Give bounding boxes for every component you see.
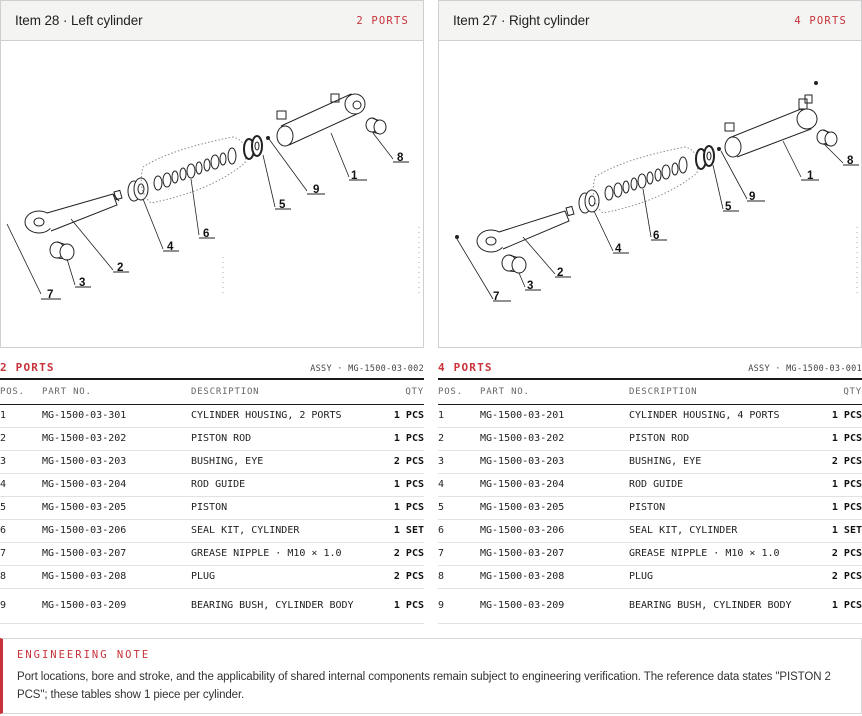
description-cell: ROD GUIDE — [191, 473, 381, 496]
part-no-cell: MG-1500-03-206 — [480, 519, 629, 542]
description-cell: PISTON — [629, 496, 819, 519]
ports-badge: 2 PORTS — [356, 14, 409, 27]
qty-cell: 1 SET — [819, 519, 862, 542]
panel-header — [1, 1, 423, 41]
qty-cell: 1 PCS — [819, 404, 862, 427]
exploded-view-drawing — [1, 41, 423, 347]
engineering-note — [0, 638, 862, 714]
drawing-panel-right — [438, 0, 862, 348]
description-cell: CYLINDER HOUSING, 4 PORTS — [629, 404, 819, 427]
pos-cell: 8 — [438, 565, 480, 588]
note-title: ENGINEERING NOTE — [17, 649, 151, 661]
pos-cell: 5 — [0, 496, 42, 519]
callout-1: 1 — [351, 170, 358, 182]
callout-8: 8 — [397, 152, 404, 164]
description-cell: BUSHING, EYE — [191, 450, 381, 473]
table-row — [0, 542, 424, 565]
qty-cell: 1 SET — [381, 519, 424, 542]
description-cell: GREASE NIPPLE · M10 × 1.0 — [629, 542, 819, 565]
col-part-no: PART NO. — [42, 380, 191, 404]
qty-cell: 1 PCS — [381, 404, 424, 427]
qty-cell: 1 PCS — [819, 427, 862, 450]
qty-cell: 2 PCS — [819, 542, 862, 565]
parts-list — [0, 380, 424, 624]
table-row — [438, 404, 862, 427]
table-row — [438, 450, 862, 473]
table-header — [0, 358, 424, 380]
exploded-view-drawing — [439, 41, 861, 347]
col-qty: QTY — [381, 380, 424, 404]
qty-cell: 1 PCS — [381, 588, 424, 623]
qty-cell: 1 PCS — [819, 588, 862, 623]
callout-4: 4 — [615, 243, 622, 255]
col-qty: QTY — [819, 380, 862, 404]
assembly-number: ASSY · MG-1500-03-001 — [748, 364, 862, 374]
part-no-cell: MG-1500-03-206 — [42, 519, 191, 542]
qty-cell: 1 PCS — [381, 496, 424, 519]
callout-5: 5 — [725, 201, 732, 213]
description-cell: ROD GUIDE — [629, 473, 819, 496]
qty-cell: 2 PCS — [819, 565, 862, 588]
callout-5: 5 — [279, 199, 286, 211]
part-no-cell: MG-1500-03-202 — [480, 427, 629, 450]
callout-9: 9 — [749, 191, 756, 203]
callout-3: 3 — [79, 277, 86, 289]
part-no-cell: MG-1500-03-301 — [42, 404, 191, 427]
part-no-cell: MG-1500-03-207 — [480, 542, 629, 565]
note-text: Port locations, bore and stroke, and the applicability of shared internal components remain subject to engineering verification. The reference data states "PISTON 2 PCS"; these tables show 1 piece per cylinder. — [17, 671, 831, 701]
part-no-cell: MG-1500-03-204 — [480, 473, 629, 496]
table-row — [0, 588, 424, 623]
pos-cell: 2 — [0, 427, 42, 450]
part-no-cell: MG-1500-03-208 — [480, 565, 629, 588]
pos-cell: 1 — [438, 404, 480, 427]
column-headers — [0, 380, 424, 404]
description-cell: PISTON ROD — [191, 427, 381, 450]
qty-cell: 1 PCS — [819, 496, 862, 519]
table-row — [0, 450, 424, 473]
part-no-cell: MG-1500-03-207 — [42, 542, 191, 565]
table-row — [0, 404, 424, 427]
part-no-cell: MG-1500-03-209 — [480, 588, 629, 623]
pos-cell: 7 — [438, 542, 480, 565]
qty-cell: 1 PCS — [819, 473, 862, 496]
callout-4: 4 — [167, 241, 174, 253]
table-row — [438, 473, 862, 496]
drawing-panel-left — [0, 0, 424, 348]
table-row — [0, 565, 424, 588]
col-description: DESCRIPTION — [191, 380, 381, 404]
callout-1: 1 — [807, 170, 814, 182]
description-cell: CYLINDER HOUSING, 2 PORTS — [191, 404, 381, 427]
part-no-cell: MG-1500-03-205 — [42, 496, 191, 519]
pos-cell: 9 — [0, 588, 42, 623]
assembly-number: ASSY · MG-1500-03-002 — [310, 364, 424, 374]
pos-cell: 1 — [0, 404, 42, 427]
col-pos: POS. — [438, 380, 480, 404]
qty-cell: 2 PCS — [381, 450, 424, 473]
qty-cell: 1 PCS — [381, 473, 424, 496]
description-cell: BEARING BUSH, CYLINDER BODY — [629, 588, 819, 623]
pos-cell: 3 — [0, 450, 42, 473]
table-row — [438, 542, 862, 565]
parts-table-right — [438, 358, 862, 624]
table-row — [438, 519, 862, 542]
description-cell: GREASE NIPPLE · M10 × 1.0 — [191, 542, 381, 565]
ports-badge: 4 PORTS — [794, 14, 847, 27]
callout-6: 6 — [653, 230, 660, 242]
col-pos: POS. — [0, 380, 42, 404]
pos-cell: 8 — [0, 565, 42, 588]
part-no-cell: MG-1500-03-204 — [42, 473, 191, 496]
qty-cell: 1 PCS — [381, 427, 424, 450]
callout-7: 7 — [493, 291, 500, 303]
description-cell: PISTON ROD — [629, 427, 819, 450]
panel-title: Item 28 · Left cylinder — [15, 13, 143, 28]
table-row — [438, 565, 862, 588]
table-ports-label: 4 PORTS — [438, 361, 493, 374]
parts-list — [438, 380, 862, 624]
panel-title: Item 27 · Right cylinder — [453, 13, 590, 28]
description-cell: PISTON — [191, 496, 381, 519]
table-row — [438, 496, 862, 519]
callout-2: 2 — [117, 262, 124, 274]
table-row — [0, 427, 424, 450]
part-no-cell: MG-1500-03-208 — [42, 565, 191, 588]
part-no-cell: MG-1500-03-201 — [480, 404, 629, 427]
part-no-cell: MG-1500-03-205 — [480, 496, 629, 519]
qty-cell: 2 PCS — [819, 450, 862, 473]
description-cell: SEAL KIT, CYLINDER — [629, 519, 819, 542]
table-row — [0, 496, 424, 519]
pos-cell: 2 — [438, 427, 480, 450]
callout-2: 2 — [557, 267, 564, 279]
description-cell: PLUG — [629, 565, 819, 588]
pos-cell: 9 — [438, 588, 480, 623]
qty-cell: 2 PCS — [381, 542, 424, 565]
col-part-no: PART NO. — [480, 380, 629, 404]
column-headers — [438, 380, 862, 404]
part-no-cell: MG-1500-03-203 — [42, 450, 191, 473]
pos-cell: 4 — [0, 473, 42, 496]
pos-cell: 5 — [438, 496, 480, 519]
description-cell: BUSHING, EYE — [629, 450, 819, 473]
qty-cell: 2 PCS — [381, 565, 424, 588]
col-description: DESCRIPTION — [629, 380, 819, 404]
part-no-cell: MG-1500-03-209 — [42, 588, 191, 623]
callout-9: 9 — [313, 184, 320, 196]
callout-7: 7 — [47, 289, 54, 301]
callout-3: 3 — [527, 280, 534, 292]
table-row — [438, 427, 862, 450]
pos-cell: 6 — [0, 519, 42, 542]
pos-cell: 4 — [438, 473, 480, 496]
pos-cell: 7 — [0, 542, 42, 565]
table-ports-label: 2 PORTS — [0, 361, 55, 374]
panel-header — [439, 1, 861, 41]
part-no-cell: MG-1500-03-202 — [42, 427, 191, 450]
pos-cell: 3 — [438, 450, 480, 473]
callout-8: 8 — [847, 155, 854, 167]
callout-6: 6 — [203, 228, 210, 240]
description-cell: BEARING BUSH, CYLINDER BODY — [191, 588, 381, 623]
pos-cell: 6 — [438, 519, 480, 542]
table-row — [0, 473, 424, 496]
table-row — [438, 588, 862, 623]
table-header — [438, 358, 862, 380]
part-no-cell: MG-1500-03-203 — [480, 450, 629, 473]
parts-table-left — [0, 358, 424, 624]
description-cell: PLUG — [191, 565, 381, 588]
table-row — [0, 519, 424, 542]
description-cell: SEAL KIT, CYLINDER — [191, 519, 381, 542]
